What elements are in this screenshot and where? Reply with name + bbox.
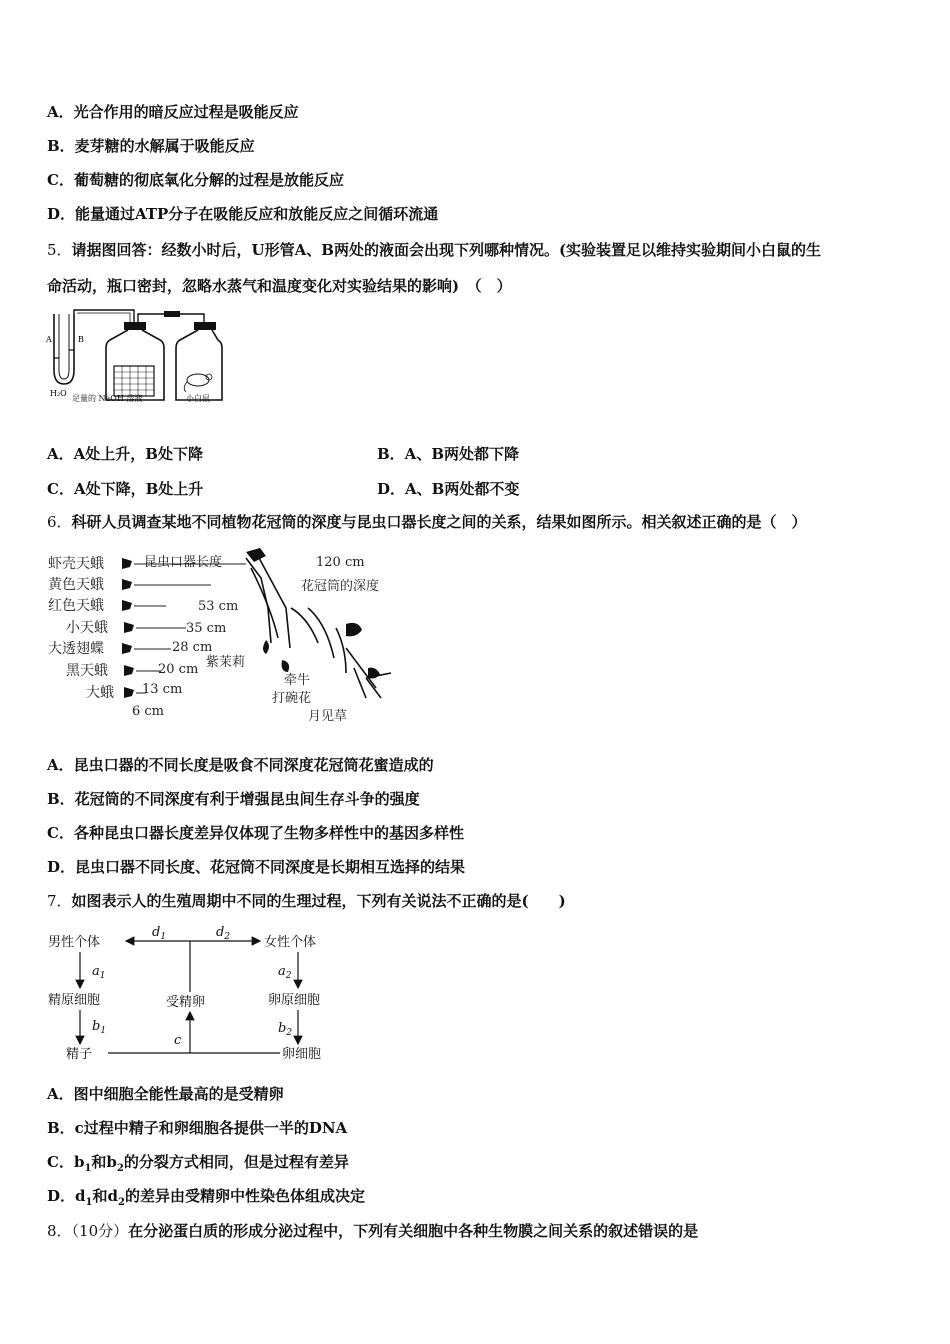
label-b: B: [78, 335, 84, 344]
q8-stem-text: 在分泌蛋白质的形成分泌过程中，下列有关细胞中各种生物膜之间关系的叙述错误的是: [128, 1222, 699, 1240]
q7-option-c-pre: C．b: [47, 1153, 85, 1171]
q7-option-c-sub2: 2: [116, 1163, 124, 1174]
a1-subscript: 1: [99, 971, 106, 981]
length-label: 28 cm: [172, 640, 213, 655]
q7-option-d-pre: D．d: [47, 1187, 86, 1205]
q7-option-c-sub1: 1: [84, 1163, 92, 1174]
q5-option-c: C．A处下降，B处上升: [47, 480, 204, 498]
q6-number: 6．: [47, 513, 72, 531]
depth-label: 花冠筒的深度: [301, 579, 380, 594]
q7-option-d-mid: 和d: [92, 1187, 118, 1205]
b2-label: b: [278, 1021, 287, 1036]
a2-subscript: 2: [285, 971, 292, 981]
svg-text:a2: [278, 964, 292, 981]
egg-label: 卵细胞: [282, 1047, 322, 1062]
q7-number: 7．: [47, 892, 72, 910]
q7-option-d-sub2: 2: [117, 1197, 125, 1208]
svg-text:d1: [152, 925, 166, 942]
length-label: 13 cm: [142, 682, 183, 697]
svg-text:b1: [92, 1019, 106, 1036]
label-a: A: [46, 335, 52, 344]
q5-option-d: D．A、B两处都不变: [377, 480, 520, 498]
c-label: c: [174, 1033, 182, 1048]
length-label: 35 cm: [186, 621, 227, 636]
d1-label: d: [152, 925, 161, 940]
q4-option-b: B．麦芽糖的水解属于吸能反应: [47, 137, 255, 155]
svg-text:a1: [92, 964, 106, 981]
flower-label: 月见草: [308, 709, 348, 724]
insect-label: 红色天蛾: [48, 598, 104, 614]
q7-option-d: [47, 1186, 365, 1213]
spermatogonium-label: 精原细胞: [48, 993, 101, 1008]
q5-option-b: B．A、B两处都下降: [377, 445, 519, 463]
d1-subscript: 1: [160, 932, 167, 942]
q7-option-c-mid: 和b: [91, 1153, 117, 1171]
zygote-label: 受精卵: [166, 995, 206, 1010]
length-label: 120 cm: [316, 555, 365, 570]
d2-subscript: 2: [224, 932, 231, 942]
label-naoh: 足量的 NaOH 溶液: [72, 394, 143, 403]
proboscis-label: 昆虫口器长度: [144, 555, 223, 570]
q7-option-d-post: 的差异由受精卵中性染色体组成决定: [124, 1187, 365, 1205]
length-label: 20 cm: [158, 662, 199, 677]
b1-label: b: [92, 1019, 101, 1034]
q8-score: （10分）: [71, 1222, 129, 1240]
flower-label: 牵牛: [284, 673, 311, 688]
insect-label: 虾壳天蛾: [48, 556, 104, 572]
q7-option-a: A．图中细胞全能性最高的是受精卵: [47, 1085, 284, 1103]
q7-option-c: [47, 1152, 349, 1179]
flower-label: 紫茉莉: [206, 655, 246, 670]
q6-option-b: B．花冠筒的不同深度有利于增强昆虫间生存斗争的强度: [47, 790, 420, 808]
q7-stem-text: 如图表示人的生殖周期中不同的生理过程，下列有关说法不正确的是( ): [71, 892, 566, 910]
q7-option-b: B．c过程中精子和卵细胞各提供一半的DNA: [47, 1119, 348, 1137]
svg-text:d2: [216, 925, 230, 942]
q6-stem: [47, 512, 807, 532]
male-label: 男性个体: [48, 935, 101, 950]
label-mouse: 小白鼠: [186, 394, 210, 403]
insect-label: 大透翅蝶: [48, 641, 104, 657]
sperm-label: 精子: [66, 1047, 93, 1062]
a2-label: a: [278, 964, 286, 979]
q6-stem-text: 科研人员调查某地不同植物花冠筒的深度与昆虫口器长度之间的关系，结果如图所示。相关叙述正确的是（ ）: [71, 513, 807, 531]
q5-stem-line2: 命活动，瓶口密封，忽略水蒸气和温度变化对实验结果的影响) （ ）: [47, 277, 512, 295]
b2-subscript: 2: [286, 1028, 293, 1038]
q6-option-d: D．昆虫口器不同长度、花冠筒不同深度是长期相互选择的结果: [47, 858, 466, 876]
q8-number: 8．: [47, 1222, 72, 1240]
a1-label: a: [92, 964, 100, 979]
insect-label: 小天蛾: [66, 620, 108, 636]
q6-option-c: C．各种昆虫口器长度差异仅体现了生物多样性中的基因多样性: [47, 824, 464, 842]
q7-option-c-post: 的分裂方式相同，但是过程有差异: [123, 1153, 349, 1171]
q7-option-d-sub1: 1: [85, 1197, 93, 1208]
q5-option-a: A．A处上升，B处下降: [47, 445, 203, 463]
q6-option-a: A．昆虫口器的不同长度是吸食不同深度花冠筒花蜜造成的: [47, 756, 434, 774]
svg-text:b2: [278, 1021, 292, 1038]
q4-option-c: C．葡萄糖的彻底氧化分解的过程是放能反应: [47, 171, 344, 189]
length-label: 53 cm: [198, 599, 239, 614]
q4-option-d: D．能量通过ATP分子在吸能反应和放能反应之间循环流通: [47, 205, 439, 223]
q4-option-a: A．光合作用的暗反应过程是吸能反应: [47, 103, 299, 121]
flower-label: 打碗花: [272, 691, 312, 706]
d2-label: d: [216, 925, 225, 940]
q7-reproduction-cycle-diagram: [46, 924, 346, 1066]
q5-stem-line1: [47, 240, 821, 260]
insect-label: 黑天蛾: [66, 663, 108, 679]
length-label: 6 cm: [132, 704, 165, 719]
q7-stem: [47, 891, 566, 911]
q6-insect-flower-figure: [46, 548, 412, 724]
q8-stem: [47, 1221, 698, 1241]
female-label: 女性个体: [264, 935, 317, 950]
b1-subscript: 1: [100, 1026, 107, 1036]
q5-apparatus-figure: [44, 308, 224, 408]
label-h2o: H₂O: [50, 389, 67, 398]
insect-label: 大蛾: [86, 685, 114, 701]
oogonium-label: 卵原细胞: [268, 993, 321, 1008]
q5-number: 5．: [47, 241, 72, 259]
q5-stem-text: 请据图回答：经数小时后，U形管A、B两处的液面会出现下列哪种情况。(实验装置足以维持实验期间小白鼠的生: [71, 241, 822, 259]
insect-label: 黄色天蛾: [48, 577, 104, 593]
